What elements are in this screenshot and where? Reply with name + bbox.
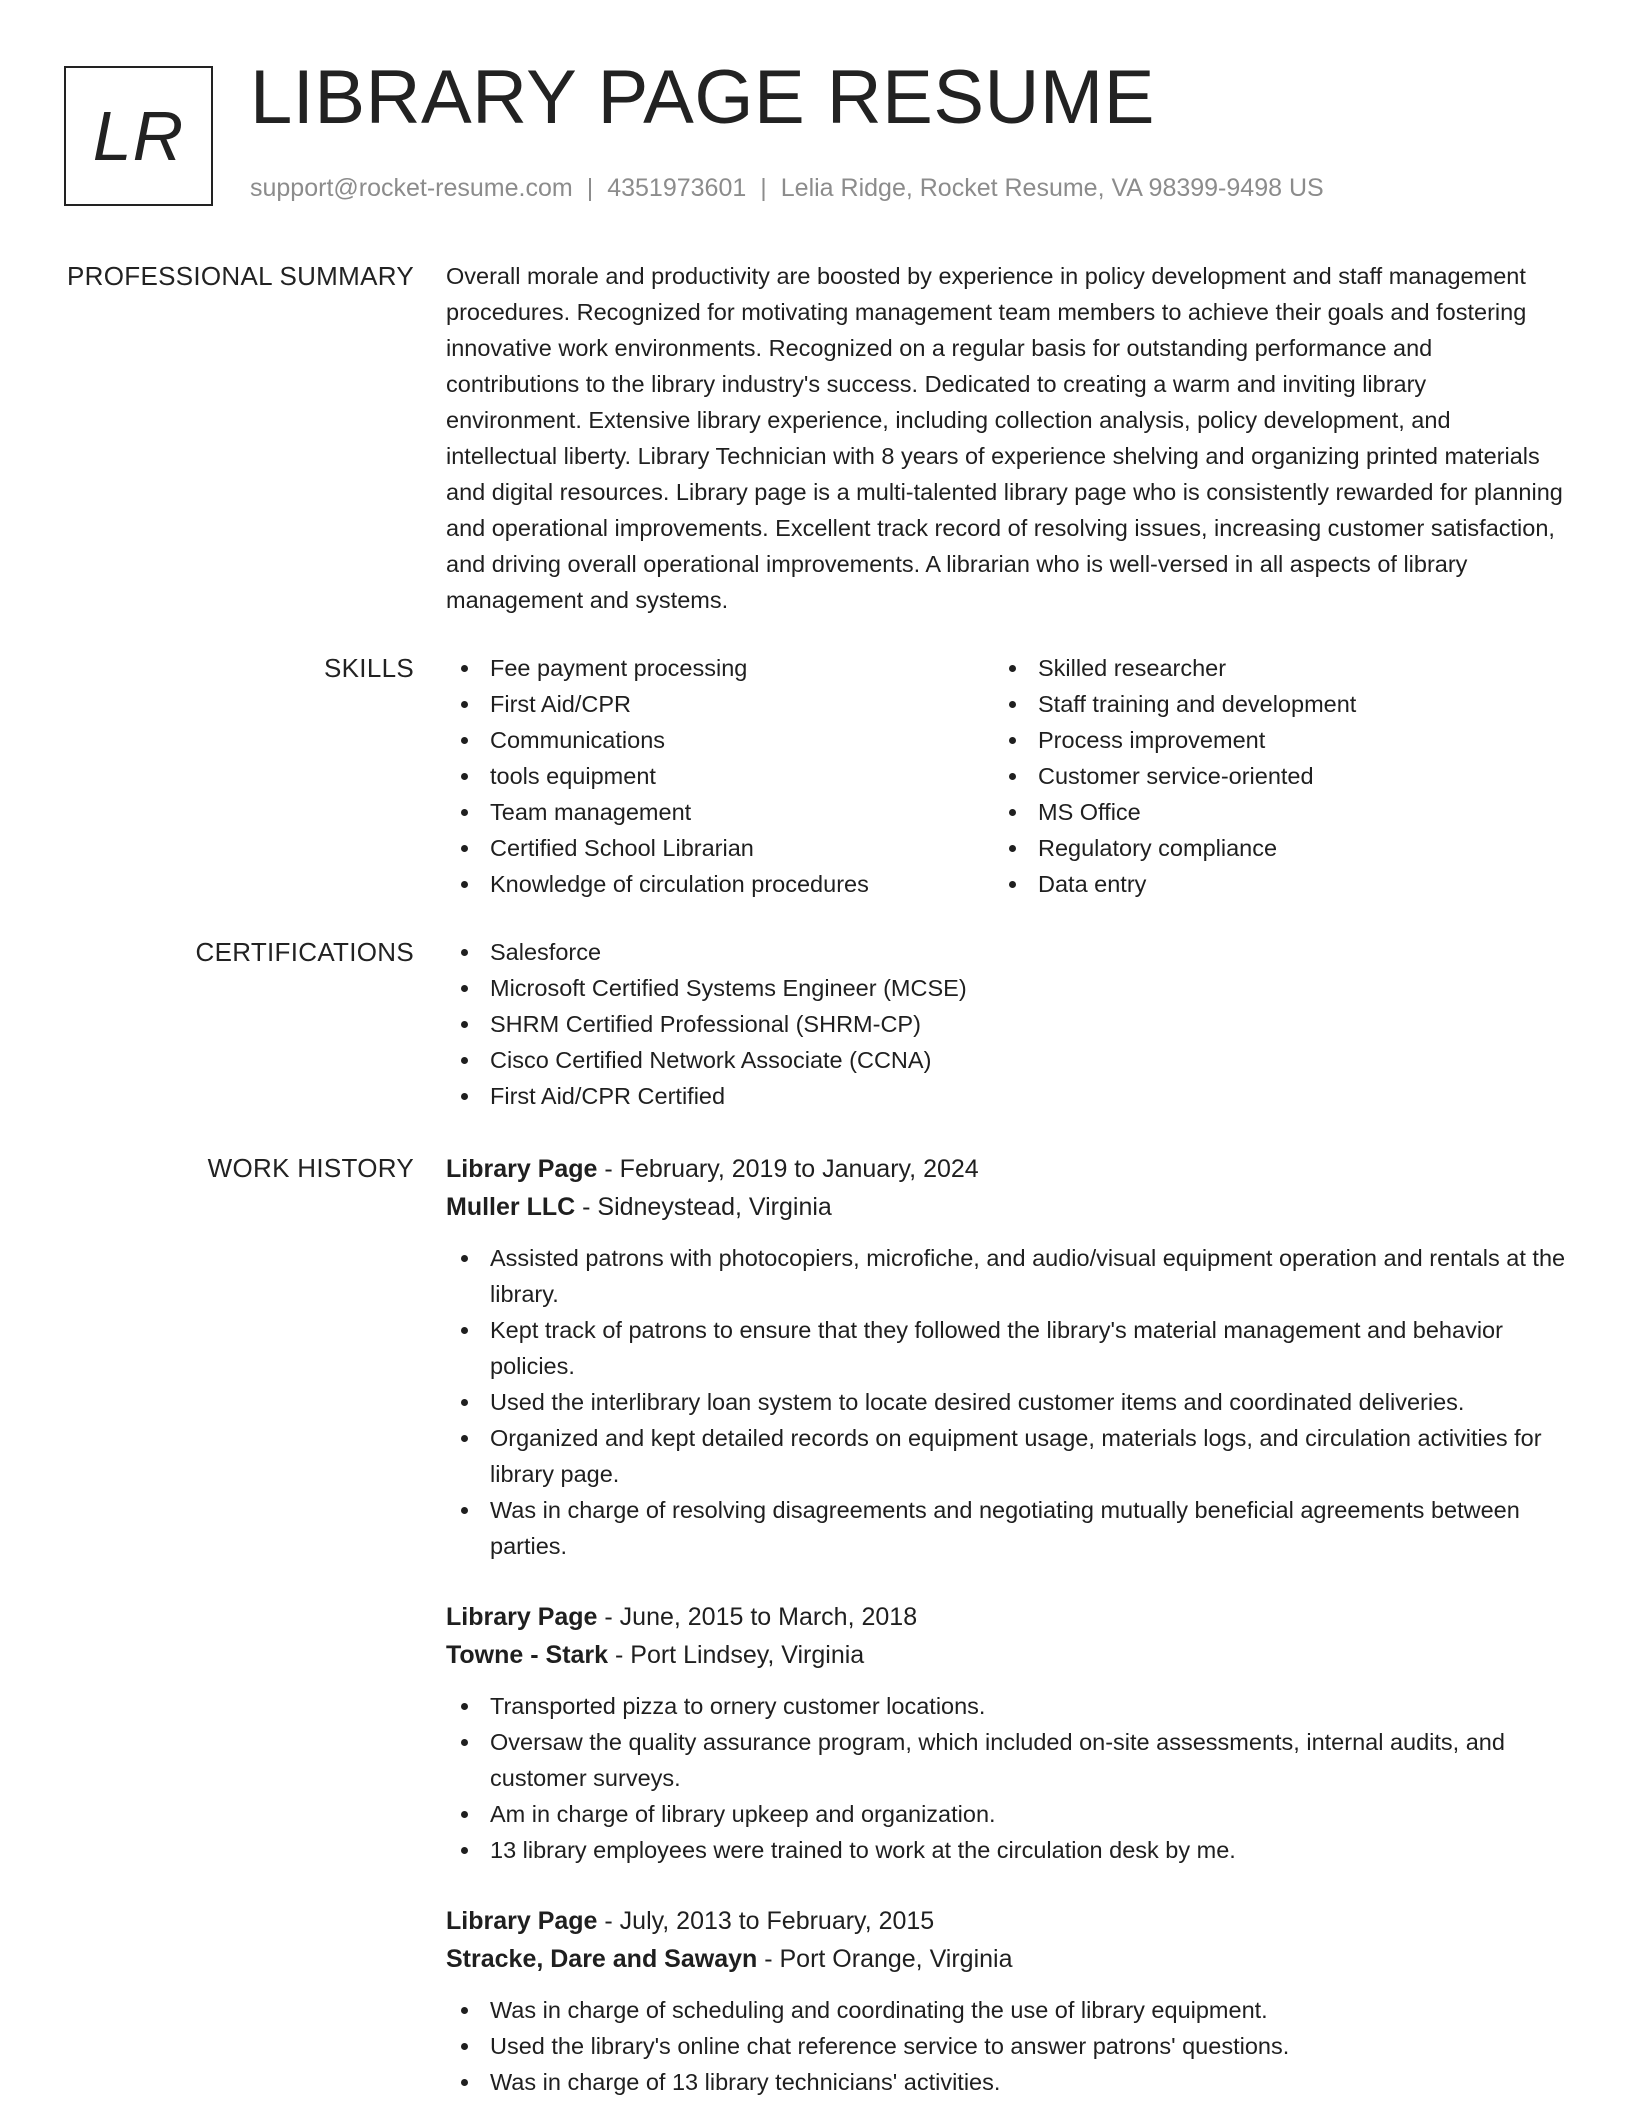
job-bullet: Assisted patrons with photocopiers, microfiche, and audio/visual equipment operation and rentals at the library. — [446, 1240, 1566, 1312]
certification-item: Cisco Certified Network Associate (CCNA) — [446, 1042, 1566, 1078]
work-history-heading: WORK HISTORY — [207, 1153, 414, 1183]
job-role: Library Page — [446, 1603, 598, 1631]
skill-item: Staff training and development — [994, 686, 1542, 722]
job-location: - Sidneystead, Virginia — [575, 1193, 832, 1221]
skills-list-right — [994, 650, 1542, 902]
job-title-line — [446, 1902, 1566, 1940]
job-bullets — [446, 1240, 1566, 1564]
job-bullet: Transported pizza to ornery customer locations. — [446, 1688, 1566, 1724]
job-bullet: Was in charge of scheduling and coordinating the use of library equipment. — [446, 1992, 1566, 2028]
certifications-list — [446, 934, 1566, 1114]
certifications-body — [446, 934, 1566, 1114]
skill-item: Data entry — [994, 866, 1542, 902]
skill-item: Communications — [446, 722, 994, 758]
job-bullet: Was in charge of 13 library technicians' activities. — [446, 2064, 1566, 2100]
address-text: Lelia Ridge, Rocket Resume, VA 98399-9498 US — [780, 174, 1324, 202]
job-bullet: Used the interlibrary loan system to locate desired customer items and coordinated deliveries. — [446, 1384, 1566, 1420]
job-role: Library Page — [446, 1907, 598, 1935]
skill-item: Knowledge of circulation procedures — [446, 866, 994, 902]
job-bullet: Am in charge of library upkeep and organization. — [446, 1796, 1566, 1832]
job-entry — [446, 1598, 1566, 1868]
job-title-line — [446, 1598, 1566, 1636]
job-title-line — [446, 1150, 1566, 1188]
job-bullet: Organized and kept detailed records on equipment usage, materials logs, and circulation activities for library page. — [446, 1420, 1566, 1492]
contact-line — [250, 174, 1324, 203]
job-bullet: Oversaw the quality assurance program, which included on-site assessments, internal audits, and customer surveys. — [446, 1724, 1566, 1796]
work-history-body — [446, 1150, 1566, 2100]
summary-body — [446, 258, 1566, 618]
skill-item: Fee payment processing — [446, 650, 994, 686]
certification-item: First Aid/CPR Certified — [446, 1078, 1566, 1114]
skill-item: Process improvement — [994, 722, 1542, 758]
job-location: - Port Orange, Virginia — [757, 1945, 1013, 1973]
phone-text: 4351973601 — [607, 174, 747, 202]
skills-list-left — [446, 650, 994, 902]
certification-item: Microsoft Certified Systems Engineer (MCSE) — [446, 970, 1566, 1006]
job-company-line — [446, 1636, 1566, 1674]
skill-item: Certified School Librarian — [446, 830, 994, 866]
summary-text: Overall morale and productivity are boosted by experience in policy development and staff management procedures. Recognized for motivating management team members to achieve their goals and fostering innovative work environments. Recognized on a regular basis for outstanding performance and contributions to the library industry's success. Dedicated to creating a warm and inviting library environment. Extensive library experience, including collection analysis, policy development, and intellectual liberty. Library Technician with 8 years of experience shelving and organizing printed materials and digital resources. Library page is a multi-talented library page who is consistently rewarded for planning and operational improvements. Excellent track record of resolving issues, increasing customer satisfaction, and driving overall operational improvements. A librarian who is well-versed in all aspects of library management and systems. — [446, 263, 1563, 613]
job-dates: - February, 2019 to January, 2024 — [597, 1155, 979, 1183]
resume-title: LIBRARY PAGE RESUME — [250, 55, 1155, 140]
job-company: Stracke, Dare and Sawayn — [446, 1945, 758, 1973]
job-role: Library Page — [446, 1155, 598, 1183]
skills-body — [446, 650, 1566, 902]
job-entry — [446, 1150, 1566, 1564]
job-dates: - June, 2015 to March, 2018 — [597, 1603, 918, 1631]
contact-separator: | — [586, 174, 594, 202]
job-location: - Port Lindsey, Virginia — [608, 1641, 865, 1669]
skill-item: Customer service-oriented — [994, 758, 1542, 794]
job-company: Towne - Stark — [446, 1641, 609, 1669]
contact-separator: | — [760, 174, 767, 202]
skills-heading: SKILLS — [324, 653, 414, 683]
certification-item: Salesforce — [446, 934, 1566, 970]
monogram-logo: LR — [64, 66, 213, 206]
skill-item: tools equipment — [446, 758, 994, 794]
job-bullets — [446, 1992, 1566, 2100]
skill-item: Skilled researcher — [994, 650, 1542, 686]
job-entry — [446, 1902, 1566, 2100]
job-company-line — [446, 1940, 1566, 1978]
job-company-line — [446, 1188, 1566, 1226]
summary-heading: PROFESSIONAL SUMMARY — [67, 261, 414, 291]
job-bullet: 13 library employees were trained to work at the circulation desk by me. — [446, 1832, 1566, 1868]
skill-item: Regulatory compliance — [994, 830, 1542, 866]
certifications-heading: CERTIFICATIONS — [195, 937, 414, 967]
certification-item: SHRM Certified Professional (SHRM-CP) — [446, 1006, 1566, 1042]
skill-item: Team management — [446, 794, 994, 830]
job-dates: - July, 2013 to February, 2015 — [597, 1907, 935, 1935]
skill-item: MS Office — [994, 794, 1542, 830]
job-company: Muller LLC — [446, 1193, 576, 1221]
job-bullet: Was in charge of resolving disagreements and negotiating mutually beneficial agreements between parties. — [446, 1492, 1566, 1564]
job-bullet: Used the library's online chat reference service to answer patrons' questions. — [446, 2028, 1566, 2064]
job-bullets — [446, 1688, 1566, 1868]
skill-item: First Aid/CPR — [446, 686, 994, 722]
email-text: support@rocket-resume.com — [250, 174, 573, 202]
job-bullet: Kept track of patrons to ensure that they followed the library's material management and behavior policies. — [446, 1312, 1566, 1384]
